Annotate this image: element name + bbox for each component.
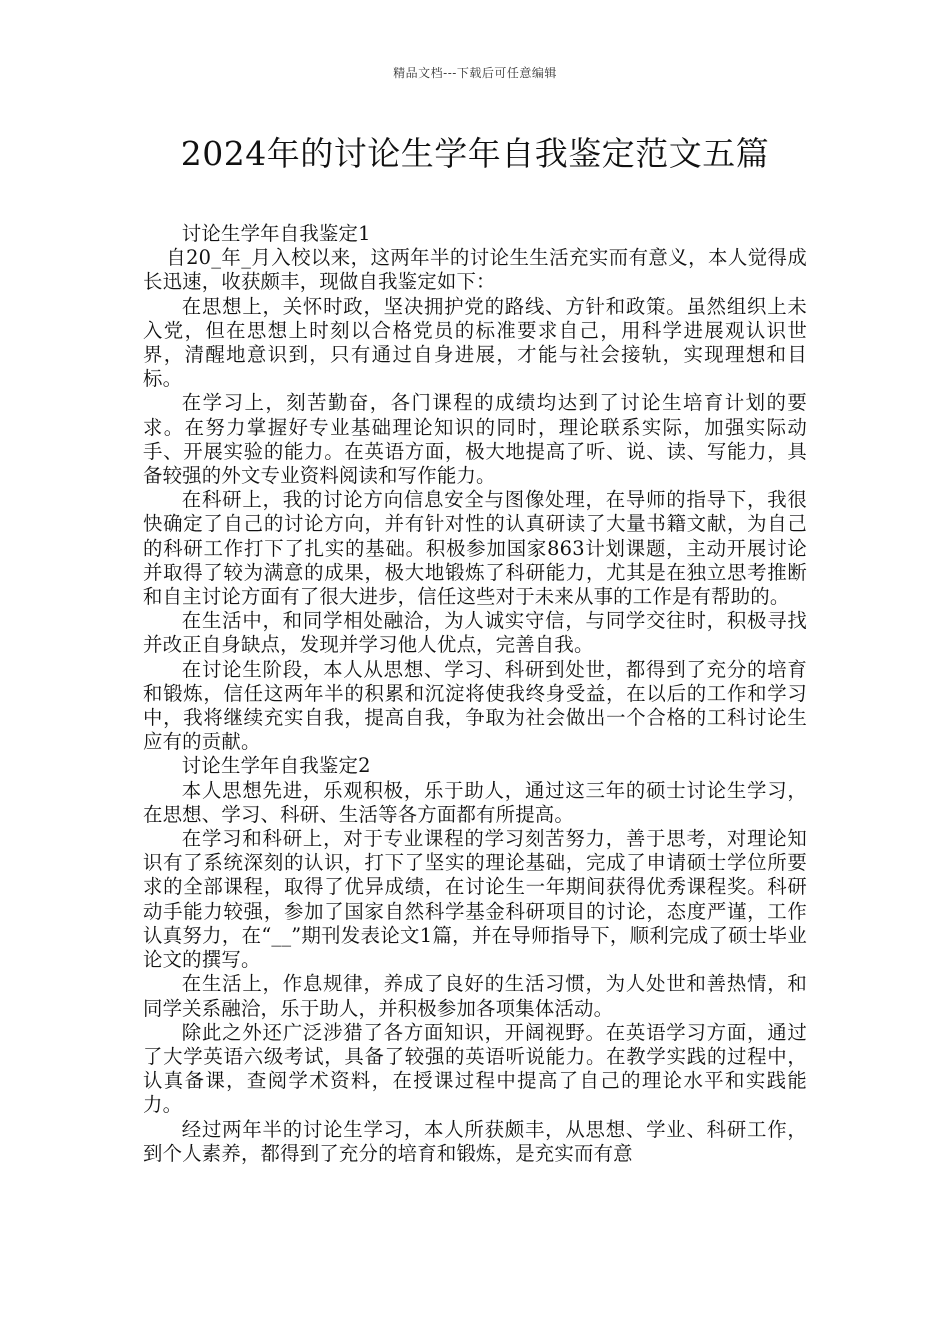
page-header: 精品文档---下载后可任意编辑 bbox=[393, 66, 557, 80]
section-heading-2: 讨论生学年自我鉴定2 bbox=[181, 754, 371, 778]
paragraph: 在讨论生阶段，本人从思想、学习、科研到处世，都得到了充分的培育和锻炼，信任这两年半的积累和沉淀将使我终身受益，在以后的工作和学习中，我将继续充实自我，提高自我，争取为社会做出一个合格的工科讨论生应有的贡献。 bbox=[143, 657, 807, 754]
paragraph: 本人思想先进，乐观积极，乐于助人，通过这三年的硕士讨论生学习，在思想、学习、科研、生活等各方面都有所提高。 bbox=[143, 778, 807, 826]
document-title: 2024年的讨论生学年自我鉴定范文五篇 bbox=[180, 134, 770, 173]
paragraph: 在生活上，作息规律，养成了良好的生活习惯，为人处世和善热情，和同学关系融洽，乐于助人，并积极参加各项集体活动。 bbox=[143, 972, 807, 1020]
paragraph: 在生活中，和同学相处融洽，为人诚实守信，与同学交往时，积极寻找并改正自身缺点，发现并学习他人优点，完善自我。 bbox=[143, 609, 807, 657]
paragraph: 在科研上，我的讨论方向信息安全与图像处理，在导师的指导下，我很快确定了自己的讨论方向，并有针对性的认真研读了大量书籍文献，为自己的科研工作打下了扎实的基础。积极参加国家863计划课题，主动开展讨论并取得了较为满意的成果，极大地锻炼了科研能力，尤其是在独立思考推断和自主讨论方面有了很大进步，信任这些对于未来从事的工作是有帮助的。 bbox=[143, 488, 807, 609]
paragraph: 在学习和科研上，对于专业课程的学习刻苦努力，善于思考，对理论知识有了系统深刻的认识，打下了坚实的理论基础，完成了申请硕士学位所要求的全部课程，取得了优异成绩，在讨论生一年期间获得优秀课程奖。科研动手能力较强，参加了国家自然科学基金科研项目的讨论，态度严谨，工作认真努力，在“__”期刊发表论文1篇，并在导师指导下，顺利完成了硕士毕业论文的撰写。 bbox=[143, 827, 807, 972]
section-heading-1: 讨论生学年自我鉴定1 bbox=[181, 222, 371, 245]
document-body bbox=[143, 222, 807, 1166]
paragraph: 经过两年半的讨论生学习，本人所获颇丰，从思想、学业、科研工作，到个人素养，都得到了充分的培育和锻炼，是充实而有意 bbox=[143, 1117, 807, 1165]
paragraph: 在思想上，关怀时政，坚决拥护党的路线、方针和政策。虽然组织上未入党，但在思想上时刻以合格党员的标准要求自己，用科学进展观认识世界，清醒地意识到，只有通过自身进展，才能与社会接轨，实现理想和目标。 bbox=[143, 294, 807, 391]
paragraph: 自20_年_月入校以来，这两年半的讨论生生活充实而有意义，本人觉得成长迅速，收获颇丰，现做自我鉴定如下： bbox=[143, 246, 807, 294]
paragraph: 在学习上，刻苦勤奋，各门课程的成绩均达到了讨论生培育计划的要求。在努力掌握好专业基础理论知识的同时，理论联系实际，加强实际动手、开展实验的能力。在英语方面，极大地提高了听、说、读、写能力，具备较强的外文专业资料阅读和写作能力。 bbox=[143, 391, 807, 488]
paragraph: 除此之外还广泛涉猎了各方面知识，开阔视野。在英语学习方面，通过了大学英语六级考试，具备了较强的英语听说能力。在教学实践的过程中，认真备课，查阅学术资料，在授课过程中提高了自己的理论水平和实践能力。 bbox=[143, 1020, 807, 1117]
